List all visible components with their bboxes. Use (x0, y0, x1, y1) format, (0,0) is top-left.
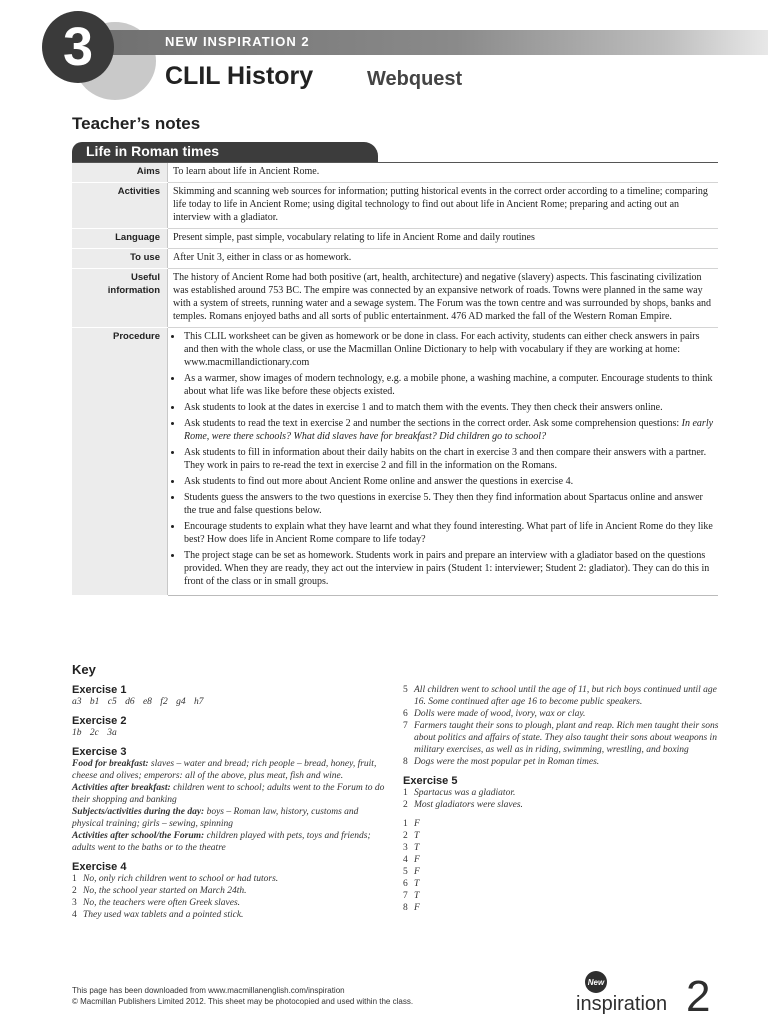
item-number: 2 (72, 886, 77, 896)
label-activities: Activities (72, 183, 168, 229)
series-name: NEW INSPIRATION 2 (165, 34, 310, 49)
footer (72, 985, 413, 1007)
procedure-item (183, 417, 714, 443)
logo-wordmark: inspiration (576, 993, 668, 1015)
exercise-1-answers: a3 b1 c5 d6 e8 f2 g4 h7 (72, 697, 204, 707)
teachers-notes-heading: Teacher’s notes (72, 114, 201, 133)
item-number: 2 (403, 831, 408, 841)
exercise-3-label: Activities after school/the Forum: (72, 831, 205, 841)
exercise-3-label: Food for breakfast: (72, 759, 149, 769)
exercise-5-true-false-list (403, 818, 721, 914)
item-number: 6 (403, 879, 408, 889)
exercise-3-label: Activities after breakfast: (72, 783, 171, 793)
exercise-4-list (72, 873, 390, 921)
list-item (403, 902, 721, 914)
list-item (403, 799, 721, 811)
procedure-item: • Ask students to fill in information about their daily habits on the chart in exercise 3 and then compare their answers with a partner. They work in pairs to re-read the text in exercise 2 and fill in the information on the Romans. (183, 446, 714, 472)
logo-number: 2 (686, 972, 711, 1015)
page-title: CLIL History (165, 62, 314, 90)
label-aims: Aims (72, 163, 168, 183)
item-text: Spartacus was a gladiator. (414, 788, 516, 798)
exercise-5-heading: Exercise 5 (403, 775, 458, 787)
exercise-4-heading: Exercise 4 (72, 861, 127, 873)
item-text: F (414, 903, 420, 913)
key-left-column (72, 684, 390, 921)
logo-new-badge-text: New (587, 978, 605, 987)
item-text: No, only rich children went to school or had tutors. (83, 874, 279, 884)
procedure-list (173, 330, 714, 588)
key-right-column (403, 684, 721, 914)
item-number: 1 (403, 819, 408, 829)
item-text: All children went to school until the age of 11, but rich boys continued until age 16. Some continued after age 16 to become public speakers. (414, 685, 717, 707)
row-aims (72, 163, 718, 183)
unit-number-badge: 3 (42, 11, 114, 83)
item-text: No, the teachers were often Greek slaves. (83, 898, 241, 908)
row-language (72, 229, 718, 249)
value-aims: To learn about life in Ancient Rome. (168, 163, 719, 183)
item-number: 3 (403, 843, 408, 853)
exercise-3-heading: Exercise 3 (72, 746, 127, 758)
list-item (403, 684, 721, 708)
procedure-item: • This CLIL worksheet can be given as homework or be done in class. For each activity, students can either check answers in pairs and then with the whole class, or use the Macmillan Online Dictionary to help with vocabulary if they are working at home: www.macmillandictionary.com (183, 330, 714, 369)
procedure-item: • Students guess the answers to the two questions in exercise 5. They then they find information about Spartacus online and answer the true and false questions below. (183, 491, 714, 517)
list-item (403, 878, 721, 890)
exercise-3-para-subjects (72, 806, 390, 830)
page-subtitle: Webquest (367, 68, 463, 90)
footer-copyright: © Macmillan Publishers Limited 2012. This sheet may be photocopied and used within the class. (72, 997, 414, 1006)
procedure-item: • As a warmer, show images of modern technology, e.g. a mobile phone, a washing machine, a computer. Encourage students to think about what life was like before these objects existed. (183, 372, 714, 398)
item-number: 5 (403, 867, 408, 877)
exercise-3-text: boys – Roman law, history, customs and physical training; girls – sewing, spinning (72, 807, 359, 829)
row-useful-information (72, 269, 718, 328)
item-text: Farmers taught their sons to plough, plant and reap. Rich men taught their sons about politics and affairs of state. They also taught their sons about weapons in military exercises, as well as in riding, swimming, wrestling, and boxing (414, 721, 719, 755)
item-number: 5 (403, 685, 408, 695)
label-to-use: To use (72, 249, 168, 269)
exercise-3-text: slaves – water and bread; rich people – bread, honey, fruit, cheese and olives; emperors: all of the above, plus meat, fish and wine. (72, 759, 377, 781)
item-number: 3 (72, 898, 77, 908)
footer-download-note: This page has been downloaded from www.macmillanenglish.com/inspiration (72, 986, 345, 995)
item-text: T (414, 891, 420, 901)
key-heading: Key (72, 662, 96, 677)
item-text: Dogs were the most popular pet in Roman times. (414, 757, 600, 767)
value-useful-information: The history of Ancient Rome had both positive (art, health, architecture) and negative (slavery) aspects. This fascinating civilization was established around 753 BC. The empire was connected by an expansive network of roads. Towns were planned in the same way with a system of streets, running water and a sewage system. The Forum was the town centre and was surrounded by shops, banks and temples. Romans enjoyed baths and all sorts of public entertainment. 476 AD marked the fall of the Western Roman Empire. (168, 269, 719, 328)
list-item (403, 842, 721, 854)
procedure-item: • Ask students to look at the dates in exercise 1 and to match them with the events. They then check their answers online. (183, 401, 714, 414)
item-number: 2 (403, 800, 408, 810)
list-item (403, 830, 721, 842)
item-text: Most gladiators were slaves. (414, 800, 523, 810)
value-procedure (168, 328, 719, 596)
procedure-item: • The project stage can be set as homework. Students work in pairs and prepare an interview with a gladiator based on the questions provided. When they are ready, they act out the interview in pairs (Student 1: interviewer; Student 2: gladiator). They can do this in front of the class or in small groups. (183, 549, 714, 588)
list-item (403, 818, 721, 830)
value-language: Present simple, past simple, vocabulary relating to life in Ancient Rome and daily routines (168, 229, 719, 249)
exercise-2-answers: 1b 2c 3a (72, 728, 117, 738)
value-to-use: After Unit 3, either in class or as homework. (168, 249, 719, 269)
exercise-3-text: children played with pets, toys and friends; adults went to the baths or to the theatre (72, 831, 371, 853)
row-procedure (72, 328, 718, 596)
list-item (403, 866, 721, 878)
label-useful-line2: information (107, 285, 160, 296)
item-number: 1 (403, 788, 408, 798)
label-procedure: Procedure (72, 328, 168, 596)
exercise-3-para-food (72, 758, 390, 782)
item-number: 7 (403, 891, 408, 901)
item-text: F (414, 855, 420, 865)
exercise-3-label: Subjects/activities during the day: (72, 807, 205, 817)
notes-table (72, 163, 718, 596)
exercise-5-list (403, 787, 721, 811)
value-activities: Skimming and scanning web sources for information; putting historical events in the correct order according to a timeline; comparing life today to life in Ancient Rome; using digital technology to find out about life in Ancient Rome; preparing and acting out an interview with a gladiator. (168, 183, 719, 229)
item-number: 8 (403, 903, 408, 913)
label-useful-line1: Useful (130, 272, 160, 283)
item-text: T (414, 843, 420, 853)
item-text: F (414, 819, 420, 829)
new-inspiration-2-logo (576, 965, 726, 1015)
exercise-3-text: children went to school; adults went to the Forum to do their shopping and banking (72, 783, 385, 805)
list-item (403, 787, 721, 799)
label-useful-information (72, 269, 168, 328)
list-item (72, 885, 390, 897)
item-number: 1 (72, 874, 77, 884)
procedure-item: • Ask students to find out more about Ancient Rome online and answer the questions in exercise 4. (183, 475, 714, 488)
list-item (403, 708, 721, 720)
item-number: 4 (403, 855, 408, 865)
procedure-item-text: Ask students to read the text in exercise 2 and number the sections in the correct order. Ask some comprehension questions: (184, 418, 682, 429)
list-item (72, 873, 390, 885)
item-text: T (414, 879, 420, 889)
item-text: No, the school year started on March 24th. (83, 886, 247, 896)
list-item (72, 897, 390, 909)
row-to-use (72, 249, 718, 269)
item-text: T (414, 831, 420, 841)
item-number: 8 (403, 757, 408, 767)
list-item (403, 756, 721, 768)
procedure-item: • Encourage students to explain what they have learnt and what they found interesting. What part of life in Ancient Rome do they like best? How does life in Ancient Rome compare to life today? (183, 520, 714, 546)
item-text: F (414, 867, 420, 877)
item-number: 6 (403, 709, 408, 719)
list-item (403, 854, 721, 866)
list-item (403, 890, 721, 902)
item-number: 7 (403, 721, 408, 731)
exercise-4-list-continued (403, 684, 721, 768)
list-item (403, 720, 721, 756)
exercise-3-para-after-school (72, 830, 390, 854)
exercise-3-para-after-breakfast (72, 782, 390, 806)
exercise-1-heading: Exercise 1 (72, 684, 127, 696)
item-text: They used wax tablets and a pointed stick. (83, 910, 244, 920)
list-item (72, 909, 390, 921)
label-language: Language (72, 229, 168, 249)
procedure-item-questions: In early Rome, were there schools? What did slaves have for breakfast? Did children go to school? (184, 418, 714, 442)
item-number: 4 (72, 910, 77, 920)
row-activities (72, 183, 718, 229)
exercise-2-heading: Exercise 2 (72, 715, 127, 727)
section-title: Life in Roman times (86, 143, 220, 159)
item-text: Dolls were made of wood, ivory, wax or clay. (414, 709, 586, 719)
